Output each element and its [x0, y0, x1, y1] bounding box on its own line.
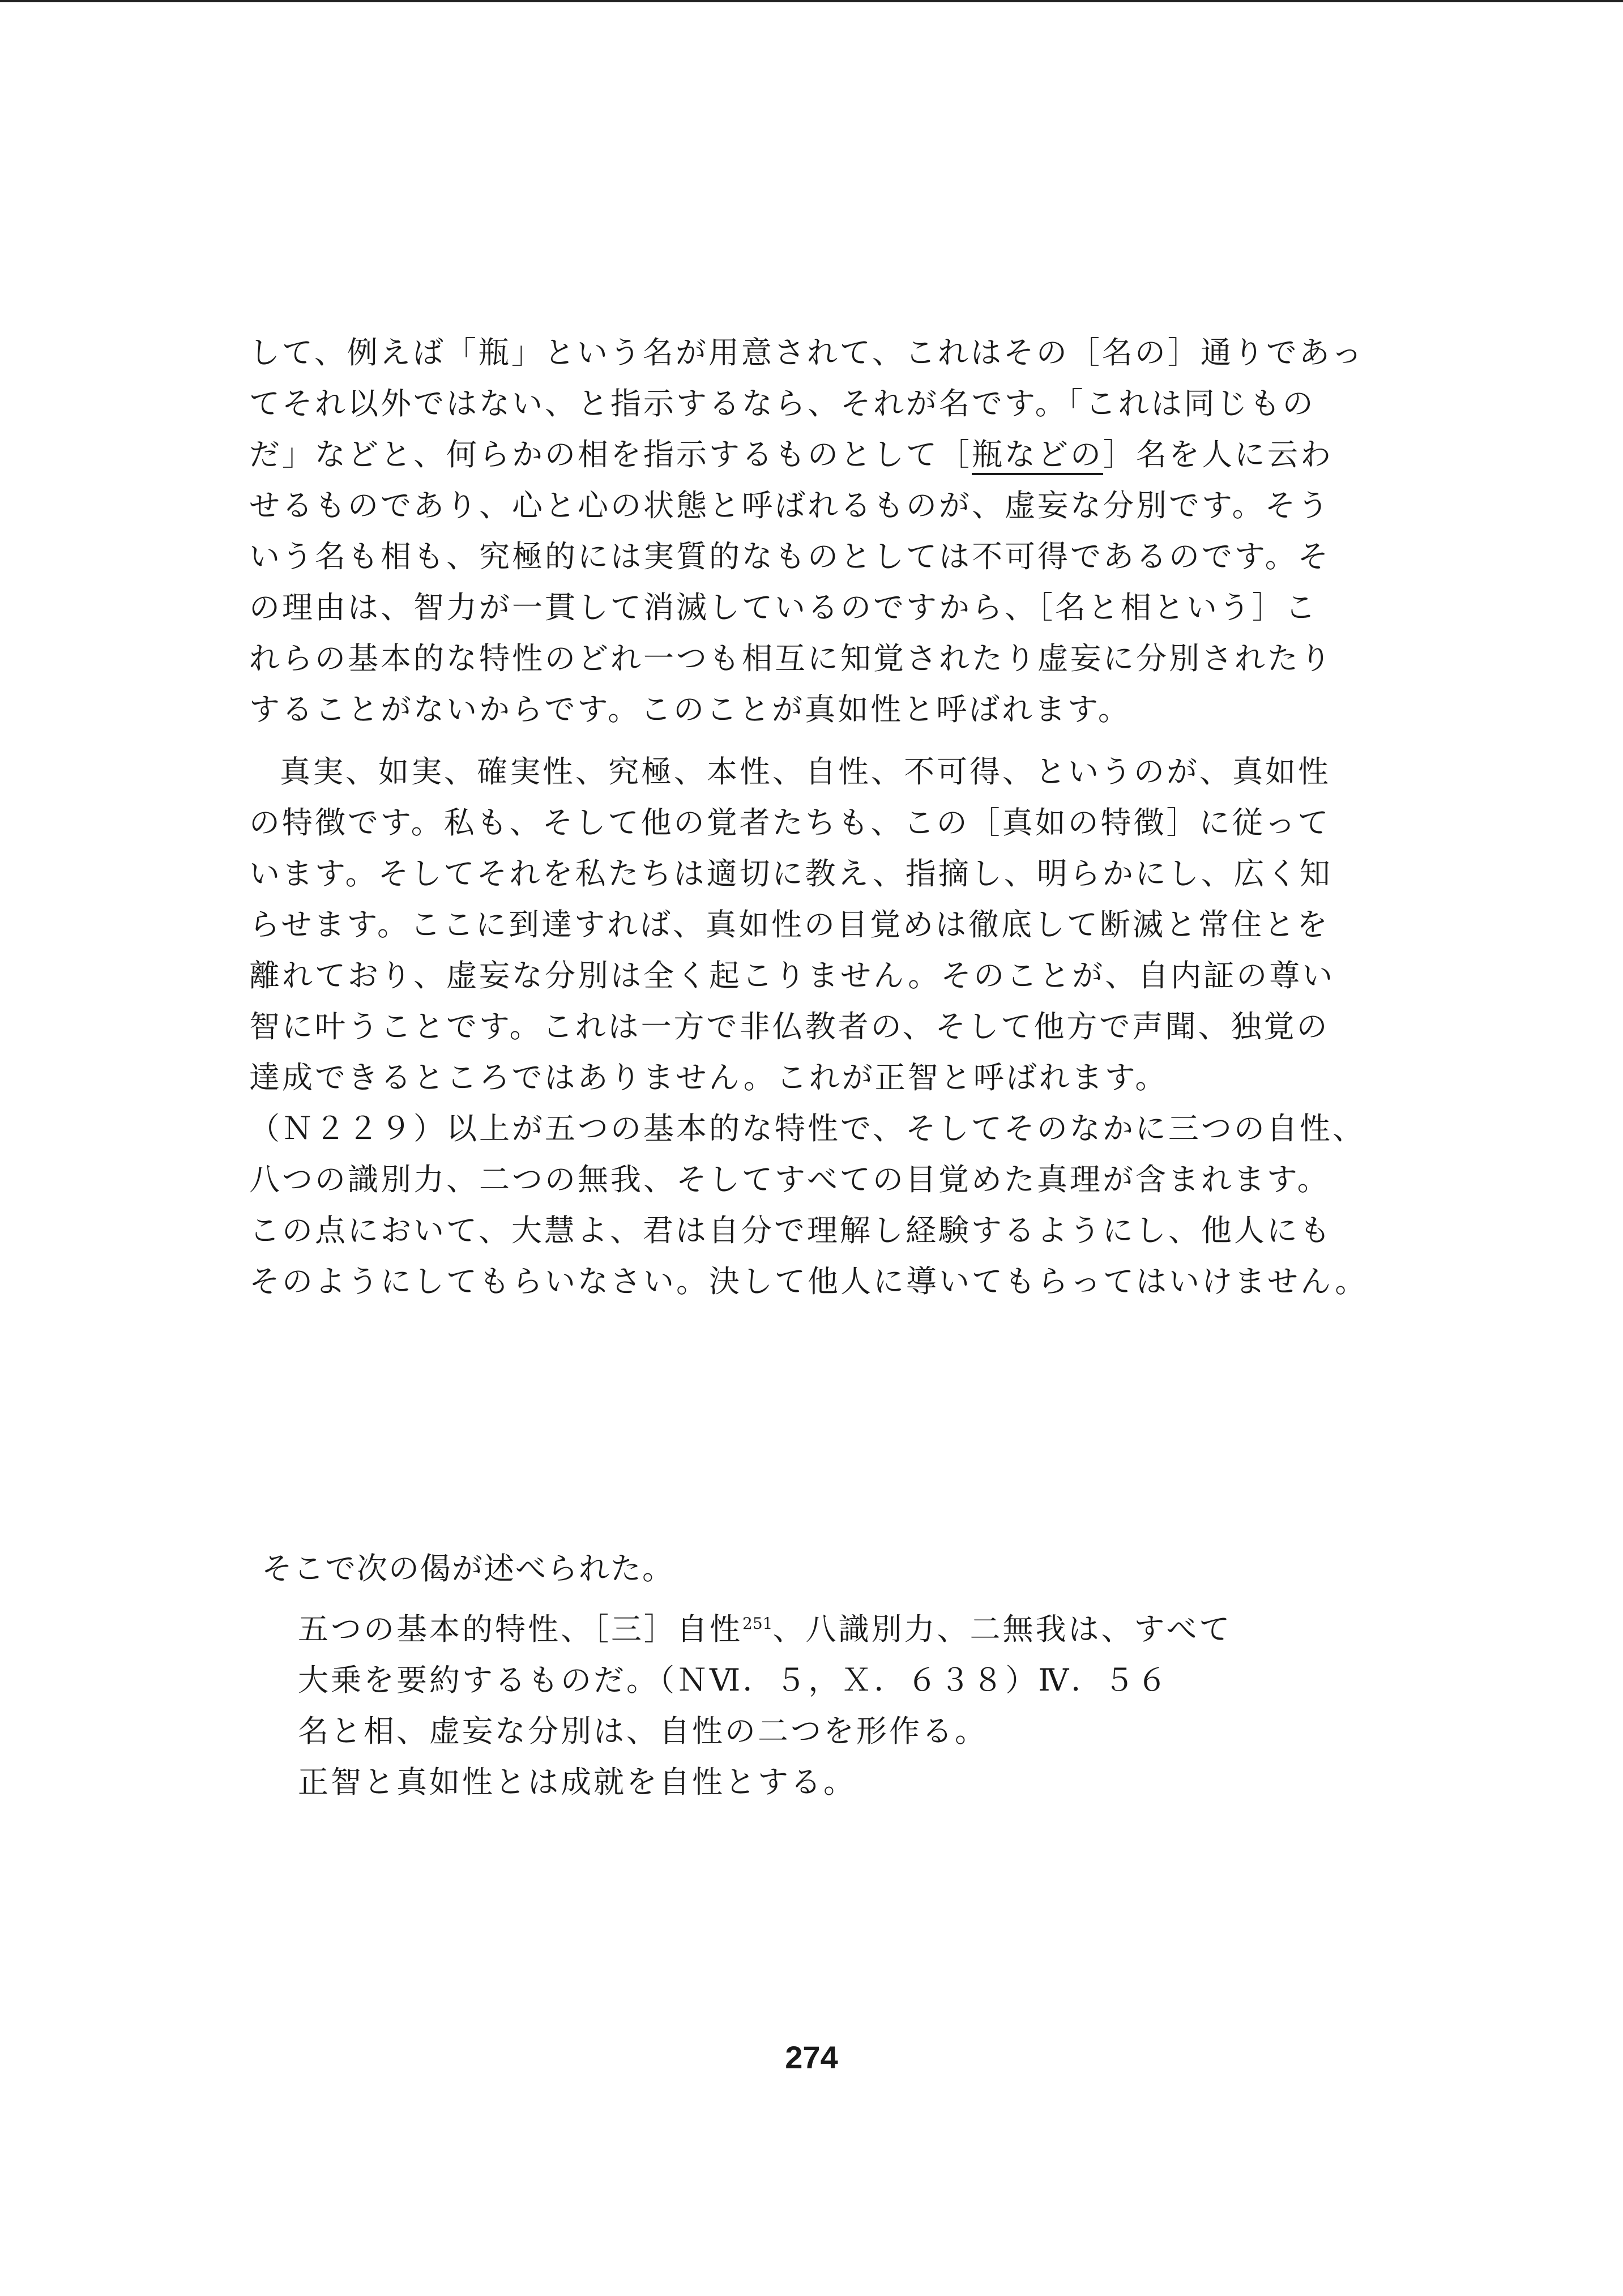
body-text — [249, 327, 1368, 1307]
underlined-phrase: 瓶などの — [972, 437, 1103, 472]
paragraph-2-line-5: 離れており、虚妄な分別は全く起こりません。そのことが、自内証の尊い — [249, 958, 1335, 993]
paragraph-gap — [249, 735, 1302, 746]
paragraph-2-line-10: この点において、大慧よ、君は自分で理解し経験するようにし、他人にも — [249, 1213, 1332, 1248]
paragraph-2-line-11: そのようにしてもらいなさい。決して他人に導いてもらってはいけません。 — [249, 1264, 1368, 1299]
paragraph-2-line-9: 八つの識別力、二つの無我、そしてすべての目覚めた真理が含まれます。 — [249, 1162, 1330, 1197]
paragraph-2-line-1: 真実、如実、確実性、究極、本性、自性、不可得、というのが、真如性 — [280, 754, 1331, 789]
verse-line-4: 正智と真如性とは成就を自性とする。 — [298, 1764, 856, 1800]
top-border — [0, 0, 1623, 2]
verse-block — [298, 1604, 1317, 1808]
paragraph-1-line-7: れらの基本的な特性のどれ一つも相互に知覚されたり虚妄に分別されたり — [249, 641, 1333, 676]
paragraph-1-line-8: することがないからです。このことが真如性と呼ばれます。 — [249, 692, 1131, 727]
paragraph-1-line-3-start: だ」などと、何らかの相を指示するものとして［ — [249, 437, 972, 472]
verse-line-3: 名と相、虚妄な分別は、自性の二つを形作る。 — [298, 1713, 988, 1749]
paragraph-1-line-1: して、例えば「瓶」という名が用意されて、これはその［名の］通りであっ — [249, 335, 1365, 370]
paragraph-1-line-4: せるものであり、心と心の状態と呼ばれるものが、虚妄な分別です。そう — [249, 488, 1331, 523]
verse-line-1-before: 五つの基本的特性、［三］自性 — [298, 1611, 742, 1647]
verse-intro: そこで次の偈が述べられた。 — [262, 1551, 674, 1586]
paragraph-2-line-4: らせます。ここに到達すれば、真如性の目覚めは徹底して断滅と常住とを — [249, 907, 1330, 942]
paragraph-2-line-8: （Ｎ２２９）以上が五つの基本的な特性で、そしてそのなかに三つの自性、 — [249, 1111, 1365, 1146]
paragraph-1-line-2: てそれ以外ではない、と指示するなら、それが名です。「これは同じもの — [249, 386, 1316, 421]
paragraph-2-line-3: います。そしてそれを私たちは適切に教え、指摘し、明らかにし、広く知 — [249, 856, 1332, 891]
footnote-marker: 251 — [742, 1614, 773, 1633]
verse-line-1 — [298, 1604, 1317, 1655]
paragraph-2-line-7: 達成できるところではありません。これが正智と呼ばれます。 — [249, 1060, 1168, 1095]
paragraph-1-line-6: の理由は、智力が一貫して消滅しているのですから、［名と相という］こ — [249, 590, 1318, 625]
page-number: 274 — [785, 2039, 838, 2075]
verse-line-2: 大乗を要約するものだ。（ＮⅥ．５，Ｘ．６３８）Ⅳ．５６ — [298, 1662, 1170, 1698]
paragraph-2-line-6: 智に叶うことです。これは一方で非仏教者の、そして他方で声聞、独覚の — [249, 1009, 1330, 1044]
paragraph-1-line-5: いう名も相も、究極的には実質的なものとしては不可得であるのです。そ — [249, 539, 1331, 574]
verse-line-1-after: 、八識別力、二無我は、すべて — [772, 1611, 1232, 1647]
paragraph-1-line-3-end: ］名を人に云わ — [1103, 437, 1333, 472]
paragraph-2-line-2: の特徴です。私も、そして他の覚者たちも、この［真如の特徴］に従って — [249, 805, 1331, 840]
paragraph-1-line-3 — [249, 429, 1333, 480]
